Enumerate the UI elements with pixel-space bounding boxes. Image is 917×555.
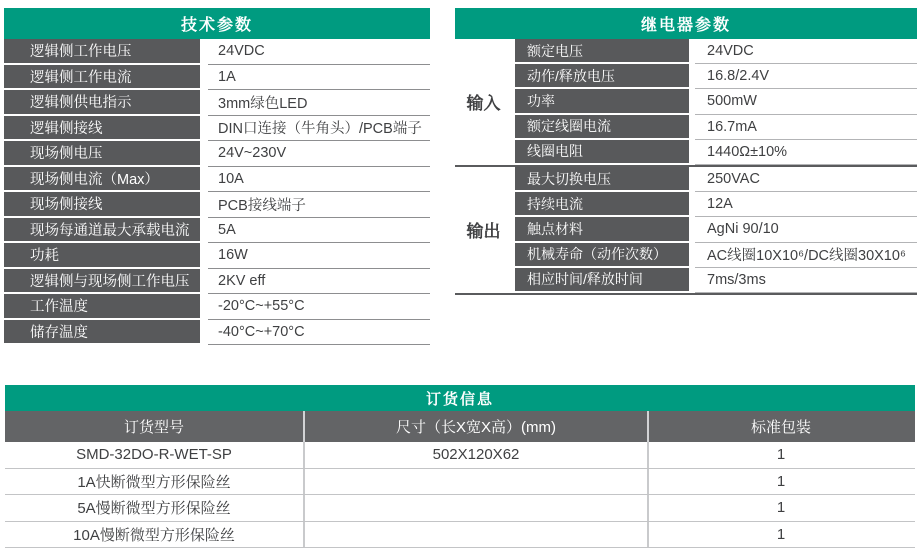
cell-size (305, 495, 649, 521)
row-label: 功率 (515, 89, 689, 114)
row-value: 7ms/3ms (695, 268, 917, 293)
row-label: 现场侧电压 (4, 141, 200, 167)
row-label: 工作温度 (4, 294, 200, 320)
row-value: 24VDC (208, 39, 430, 65)
cell-model: 5A慢断微型方形保险丝 (5, 495, 305, 521)
table-row (4, 90, 430, 116)
row-label: 触点材料 (515, 217, 689, 242)
table-row (512, 192, 917, 217)
table-row (512, 115, 917, 140)
row-label: 现场每通道最大承载电流 (4, 218, 200, 244)
table-row (4, 167, 430, 193)
cell-pack: 1 (776, 499, 786, 517)
row-label: 额定电压 (515, 39, 689, 64)
relay-input-group (455, 39, 917, 167)
table-row (512, 243, 917, 268)
row-value: 16.7mA (695, 115, 917, 140)
cell-pack: 1 (776, 525, 786, 543)
row-value: 16W (208, 243, 430, 269)
row-value: 1A (208, 65, 430, 91)
row-value: 12A (695, 192, 917, 217)
table-row (5, 469, 915, 496)
column-header-pack: 标准包装 (750, 419, 811, 436)
relay-parameters-title: 继电器参数 (455, 8, 917, 39)
table-row (4, 218, 430, 244)
table-row (512, 39, 917, 64)
row-label: 现场侧电流（Max） (4, 167, 200, 193)
row-value: DIN口连接（牛角头）/PCB端子 (208, 116, 430, 142)
row-value: 2KV eff (208, 269, 430, 295)
table-row (512, 217, 917, 242)
row-value: PCB接线端子 (208, 192, 430, 218)
row-value: 250VAC (695, 167, 917, 192)
row-value: -40°C~+70°C (208, 320, 430, 346)
table-row (512, 140, 917, 165)
row-value: AC线圈10X10⁶/DC线圈30X10⁶ (695, 243, 917, 268)
row-label: 现场侧接线 (4, 192, 200, 218)
cell-pack: 1 (776, 446, 786, 464)
cell-size (305, 522, 649, 548)
column-header-size: 尺寸（长X宽X高）(mm) (305, 411, 649, 442)
table-row (5, 522, 915, 549)
row-value: -20°C~+55°C (208, 294, 430, 320)
ordering-info-title: 订货信息 (5, 385, 915, 411)
table-row (5, 495, 915, 522)
row-label: 储存温度 (4, 320, 200, 346)
row-value: 1440Ω±10% (695, 140, 917, 165)
table-row (512, 64, 917, 89)
cell-model: 1A快断微型方形保险丝 (5, 469, 305, 495)
ordering-header-row (5, 411, 915, 442)
row-value: 24V~230V (208, 141, 430, 167)
group-rows (512, 39, 917, 165)
group-rows (512, 167, 917, 293)
row-label: 逻辑侧供电指示 (4, 90, 200, 116)
row-value: 5A (208, 218, 430, 244)
row-label: 线圈电阻 (515, 140, 689, 165)
table-row (4, 65, 430, 91)
row-label: 动作/释放电压 (515, 64, 689, 89)
technical-parameters-table (4, 8, 430, 345)
row-label: 机械寿命（动作次数） (515, 243, 689, 268)
row-label: 持续电流 (515, 192, 689, 217)
table-row (4, 294, 430, 320)
table-row (5, 442, 915, 469)
cell-model: 10A慢断微型方形保险丝 (5, 522, 305, 548)
row-value: 500mW (695, 89, 917, 114)
table-row (4, 192, 430, 218)
group-label-output: 输出 (466, 222, 501, 242)
row-value: 10A (208, 167, 430, 193)
column-header-model: 订货型号 (5, 411, 305, 442)
table-row (4, 39, 430, 65)
table-row (512, 89, 917, 114)
row-value: AgNi 90/10 (695, 217, 917, 242)
table-row (4, 243, 430, 269)
row-label: 最大切换电压 (515, 167, 689, 192)
row-label: 逻辑侧工作电流 (4, 65, 200, 91)
relay-parameters-table (455, 8, 917, 295)
row-label: 逻辑侧工作电压 (4, 39, 200, 65)
cell-pack: 1 (776, 472, 786, 490)
row-value: 16.8/2.4V (695, 64, 917, 89)
row-value: 3mm绿色LED (208, 90, 430, 116)
row-label: 相应时间/释放时间 (515, 268, 689, 293)
group-label-input: 输入 (466, 94, 501, 114)
row-label: 额定线圈电流 (515, 115, 689, 140)
table-row (4, 141, 430, 167)
table-row (4, 116, 430, 142)
row-label: 逻辑侧接线 (4, 116, 200, 142)
relay-output-group (455, 167, 917, 295)
ordering-info-table (5, 385, 915, 548)
row-value: 24VDC (695, 39, 917, 64)
table-row (512, 167, 917, 192)
table-row (512, 268, 917, 293)
table-row (4, 269, 430, 295)
cell-model: SMD-32DO-R-WET-SP (5, 442, 305, 468)
row-label: 逻辑侧与现场侧工作电压 (4, 269, 200, 295)
cell-size: 502X120X62 (305, 442, 649, 468)
row-label: 功耗 (4, 243, 200, 269)
table-row (4, 320, 430, 346)
technical-parameters-title: 技术参数 (4, 8, 430, 39)
cell-size (305, 469, 649, 495)
